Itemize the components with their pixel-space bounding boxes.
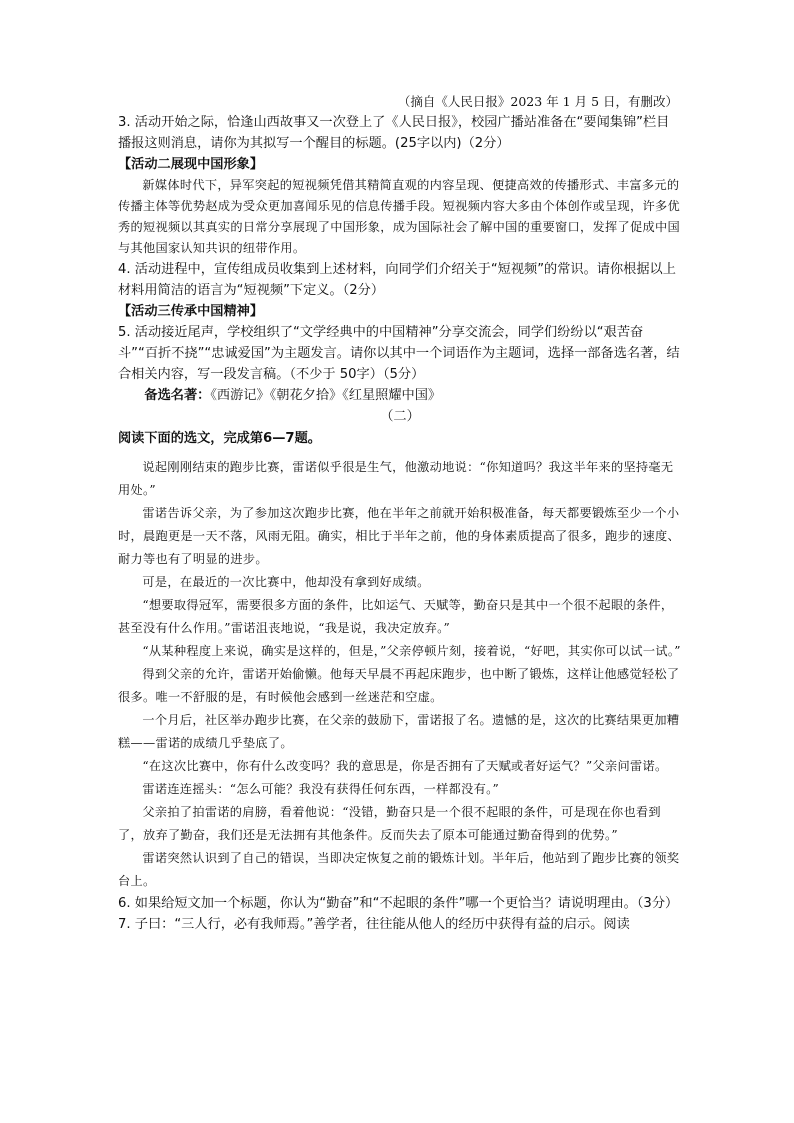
story-paragraph: “在这次比赛中，你有什么改变吗？我的意思是，你是否拥有了天赋或者好运气？”父亲问雷诺。 <box>142 759 668 773</box>
story-paragraph: “想要取得冠军，需要很多方面的条件，比如运气、天赋等，勤奋只是其中一个很不起眼的条件，甚至没有什么作用。”雷诺沮丧地说，“我是说，我决定放弃。” <box>118 598 674 635</box>
activity-2-material: 新媒体时代下，异军突起的短视频凭借其精简直观的内容呈现、便捷高效的传播形式、丰富多元的传播主体等优势赵成为受众更加喜闻乐见的信息传播手段。短视频内容大多由个体创作或呈现，许多优秀的短视频以其真实的日常分享展现了中国形象，成为国际社会了解中国的重要窗口，发挥了促成中国与其他国家认知共识的纽带作用。 <box>118 178 680 255</box>
reading-intro: 阅读下面的选文，完成第6—7题。 <box>118 431 321 446</box>
activity-2-heading: 【活动二展现中国形象】 <box>118 157 264 172</box>
story-paragraph: 雷诺突然认识到了自己的错误，当即决定恢复之前的锻炼计划。半年后，他站到了跑步比赛的领奖台上。 <box>118 851 680 888</box>
story-paragraph: 说起刚刚结束的跑步比赛，雷诺似乎很是生气，他激动地说：“你知道吗？我这半年来的坚持毫无用处。” <box>118 460 674 497</box>
story-paragraph: “从某种程度上来说，确实是这样的，但是，”父亲停顿片刻，接着说，“好吧，其实你可以试一试。” <box>142 644 681 658</box>
reading-passage <box>118 456 682 893</box>
section-two-title: （二） <box>380 409 420 424</box>
question-4: 4. 活动进程中，宣传组成员收集到上述材料，向同学们介绍关于“短视频”的常识。请你根据以上材料用简洁的语言为“短视频”下定义。（2分） <box>118 262 676 298</box>
question-6: 6. 如果给短文加一个标题，你认为“勤奋”和“不起眼的条件”哪一个更恰当？请说明理由。（3分） <box>118 896 679 911</box>
question-5: 5. 活动接近尾声，学校组织了“文学经典中的中国精神”分享交流会，同学们纷纷以“艰苦奋斗”“百折不挠”“忠诚爱国”为主题发言。请你以其中一个词语作为主题词，选择一部备选名著，结合相关内容，写一段发言稿。（不少于 50字）（5分） <box>118 325 680 382</box>
candidate-books <box>144 385 682 406</box>
story-paragraph: 父亲拍了拍雷诺的肩膀，看着他说：“没错，勤奋只是一个很不起眼的条件，可是现在你也看到了，放弃了勤奋，我们还是无法拥有其他条件。反而失去了原本可能通过勤奋得到的优势。” <box>118 805 661 842</box>
story-paragraph: 雷诺告诉父亲，为了参加这次跑步比赛，他在半年之前就开始积极准备，每天都要锻炼至少一个小时，晨跑更是一天不落，风雨无阻。确实，相比于半年之前，他的身体素质提高了很多，跑步的速度、耐力等也有了明显的进步。 <box>118 506 680 566</box>
story-paragraph: 一个月后，社区举办跑步比赛，在父亲的鼓励下，雷诺报了名。遗憾的是，这次的比赛结果更加糟糕——雷诺的成绩几乎垫底了。 <box>118 713 680 750</box>
candidate-books-list: 《西游记》《朝花夕拾》《红星照耀中国》 <box>210 388 442 403</box>
candidate-books-label: 备选名著： <box>144 388 211 403</box>
question-3: 3. 活动开始之际，恰逢山西故事又一次登上了《人民日报》，校园广播站准备在“要闻集锦”栏目播报这则消息，请你为其拟写一个醒目的标题。(25字以内)（2分） <box>118 115 670 151</box>
source-note: （摘自《人民日报》2023 年 1 月 5 日，有删改） <box>397 94 678 109</box>
story-paragraph: 可是，在最近的一次比赛中，他却没有拿到好成绩。 <box>142 575 430 589</box>
question-7: 7. 子曰：“三人行，必有我师焉。”善学者，往往能从他人的经历中获得有益的启示。阅读 <box>118 917 630 932</box>
story-paragraph: 得到父亲的允许，雷诺开始偷懒。他每天早晨不再起床跑步，也中断了锻炼，这样让他感觉轻松了很多。唯一不舒服的是，有时候他会感到一丝迷茫和空虚。 <box>118 667 680 704</box>
story-paragraph: 雷诺连连摇头：“怎么可能？我没有获得任何东西，一样都没有。” <box>142 782 500 796</box>
activity-3-heading: 【活动三传承中国精神】 <box>118 304 264 319</box>
